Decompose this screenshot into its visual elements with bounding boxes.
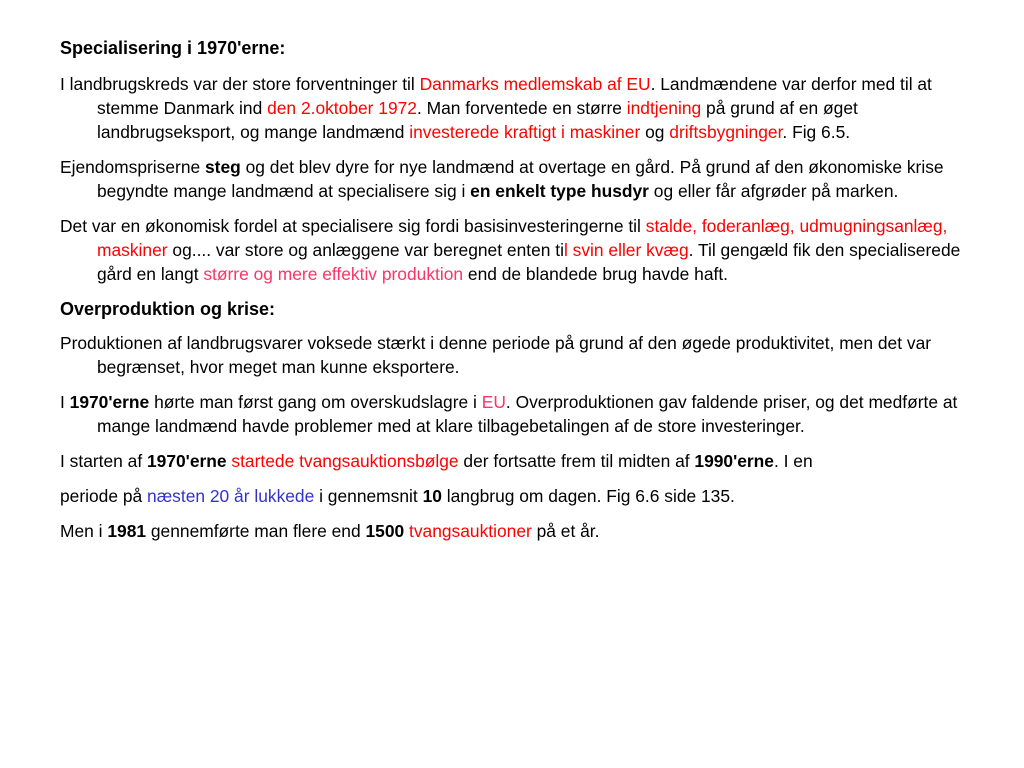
text-segment: gennemførte man flere end [146,521,366,541]
highlight-red: startede tvangsauktionsbølge [231,451,459,471]
highlight-bold: 10 [422,486,442,506]
paragraph-property-prices [60,155,970,203]
highlight-pink: EU [481,392,506,412]
highlight-bold: 1981 [107,521,147,541]
highlight-red: Danmarks medlemskab af EU [419,74,651,94]
paragraph-production-growth [60,331,970,379]
text-segment: I [60,392,70,412]
slide-body [60,36,970,554]
highlight-bold: 1970'erne [147,451,227,471]
highlight-red: l svin eller kvæg [563,240,689,260]
highlight-pink: større og mere effektiv produktion [203,264,464,284]
paragraph-closures-per-day [60,484,970,508]
highlight-red: stalde, foderanlæg, udmugningsanlæg, maskiner [97,216,948,260]
highlight-blue: næsten 20 år lukkede [147,486,315,506]
text-segment: . I en [773,451,813,471]
text-segment: på et år. [531,521,600,541]
paragraph-specialisation-advantage [60,214,970,286]
highlight-red: indtjening [626,98,702,118]
text-segment: periode på [60,486,148,506]
highlight-bold: 1970'erne [69,392,150,412]
paragraph-auction-wave [60,449,970,473]
text-segment: hørte man først gang om overskudslagre i [149,392,482,412]
text-segment: I starten af [60,451,147,471]
text-segment: langbrug om dagen. Fig 6.6 side 135. [441,486,735,506]
text-segment: Det var en økonomisk fordel at specialisere sig fordi basisinvesteringerne til [60,216,646,236]
paragraph-eu-membership [60,72,970,144]
text-segment: i gennemsnit [314,486,423,506]
heading-overproduktion: Overproduktion og krise: [60,299,276,319]
heading-specialisering: Specialisering i 1970'erne: [60,38,286,58]
paragraph-surplus-stocks [60,390,970,438]
highlight-bold: 1500 [365,521,405,541]
text-segment: . Landmændene var derfor med til at stemme Danmark ind [97,74,932,118]
text-segment: I landbrugskreds var der store forventninger til [60,74,420,94]
paragraph-1981-auctions [60,519,970,543]
text-segment: og [640,122,670,142]
text-segment: . Til gengæld fik den specialiserede gård en langt [97,240,961,284]
text-segment: der fortsatte frem til midten af [458,451,695,471]
highlight-bold: 1990'erne [694,451,774,471]
highlight-red: den 2.oktober 1972 [267,98,417,118]
text-segment: på grund af en øget landbrugseksport, og mange landmænd [97,98,858,142]
text-segment: Produktionen af landbrugsvarer voksede stærkt i denne periode på grund af den øgede produktivitet, men det var begrænset, hvor meget man kunne eksportere. [60,333,932,377]
text-segment: . Man forventede en større [416,98,627,118]
highlight-red: investerede kraftigt i maskiner [409,122,641,142]
text-segment: . Fig 6.5. [782,122,851,142]
text-segment: . Overproduktionen gav faldende priser, og det medførte at mange landmænd havde problemer med at klare tilbagebetalingen af de store investeringer. [97,392,958,436]
highlight-bold: steg [205,157,241,177]
text-segment: Men i [60,521,108,541]
highlight-bold: en enkelt type husdyr [470,181,649,201]
text-segment: og.... var store og anlæggene var beregnet enten ti [167,240,564,260]
text-segment: og eller får afgrøder på marken. [648,181,899,201]
highlight-red: driftsbygninger [669,122,783,142]
text-segment: og det blev dyre for nye landmænd at overtage en gård. På grund af den økonomiske krise begyndte mange landmænd at specialisere sig i [97,157,944,201]
highlight-red: tvangsauktioner [409,521,532,541]
text-segment: end de blandede brug havde haft. [463,264,729,284]
text-segment: Ejendomspriserne [60,157,205,177]
